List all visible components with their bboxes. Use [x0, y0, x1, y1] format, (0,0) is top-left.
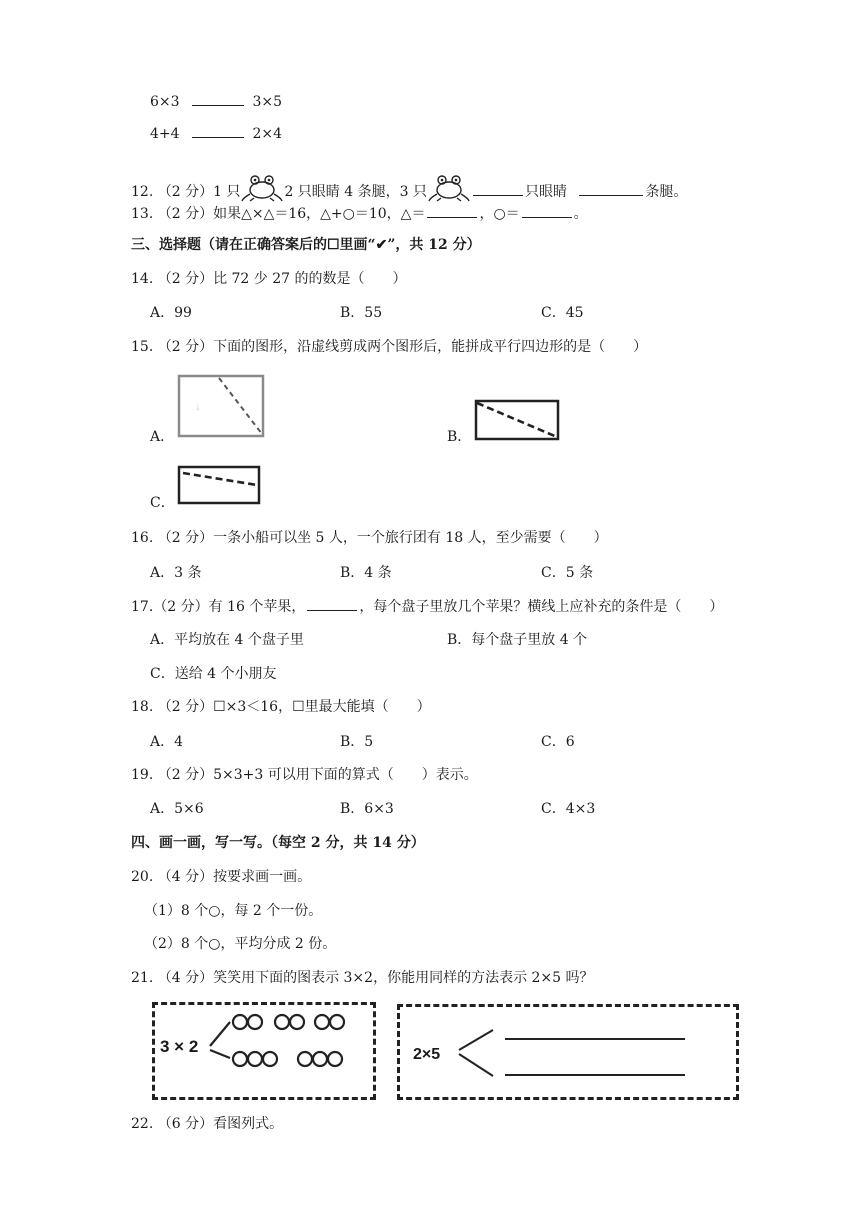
question-20: [131, 868, 311, 886]
question-text: 如果△×△＝16，△+○＝10，△＝: [213, 206, 426, 222]
option-c[interactable]: C．4×3: [541, 801, 596, 817]
compare-row-1: [150, 92, 282, 111]
question-score: （4 分）: [157, 869, 214, 885]
question-score: （2 分）: [157, 184, 214, 200]
option-b[interactable]: B．每个盘子里放 4 个: [447, 632, 588, 648]
question-number: 12.: [131, 184, 154, 200]
question-15: [131, 338, 647, 356]
answer-blank[interactable]: [427, 204, 477, 218]
section-heading: 四、画一画，写一写。（每空 2 分，共 14 分）: [131, 835, 425, 851]
question-number: 18.: [131, 699, 154, 715]
compare-left: 4+4: [150, 126, 180, 142]
question-text: ，○＝: [479, 206, 520, 222]
rectangle-figure-b: [474, 399, 560, 441]
question-score: （2 分）: [157, 271, 214, 287]
option-a[interactable]: A．99: [150, 305, 192, 321]
question-text: 。: [573, 206, 588, 222]
question-number: 15.: [131, 339, 154, 355]
option-a[interactable]: A．3 条: [150, 565, 202, 581]
option-b[interactable]: B．6×3: [340, 801, 394, 817]
question-number: 22.: [131, 1116, 154, 1132]
question-score: （2 分）: [157, 206, 214, 222]
answer-blank[interactable]: [522, 204, 572, 218]
question-text: 下面的图形，沿虚线剪成两个图形后，能拼成平行四边形的是（ ）: [213, 339, 648, 355]
compare-left: 6×3: [150, 94, 180, 110]
question-score: （2 分）: [157, 339, 214, 355]
option-b[interactable]: B．55: [340, 305, 383, 321]
option-b[interactable]: B．4 条: [340, 565, 392, 581]
question-number: 14.: [131, 271, 154, 287]
option-b[interactable]: B．: [447, 429, 472, 445]
question-score: （6 分）: [157, 1116, 214, 1132]
answer-blank[interactable]: [307, 597, 357, 611]
question-text: 5×3+3 可以用下面的算式（ ）表示。: [213, 767, 478, 783]
rectangle-figure-c: [177, 465, 261, 505]
question-text: 2 只眼睛 4 条腿，3 只: [284, 184, 427, 200]
frog-icon: [240, 174, 284, 202]
question-12: [131, 174, 687, 202]
sub-question: （2）8 个○，平均分成 2 份。: [144, 936, 337, 952]
question-score: （2 分）: [157, 767, 214, 783]
sub-question: （1）8 个○，每 2 个一份。: [144, 903, 323, 919]
option-c[interactable]: C．送给 4 个小朋友: [150, 666, 277, 682]
question-21: [131, 969, 594, 987]
question-number: 16.: [131, 530, 154, 546]
option-a[interactable]: A．5×6: [150, 801, 204, 817]
rectangle-figure-a: [177, 374, 265, 438]
question-score: （2 分）: [153, 599, 209, 615]
question-score: （4 分）: [157, 970, 214, 986]
question-text: 按要求画一画。: [213, 869, 312, 885]
question-text: 比 72 少 27 的的数是（ ）: [213, 271, 407, 287]
answer-blank[interactable]: [473, 182, 523, 196]
question-text: 笑笑用下面的图表示 3×2，你能用同样的方法表示 2×5 吗？: [213, 970, 594, 986]
question-score: （2 分）: [157, 699, 214, 715]
question-number: 20.: [131, 869, 154, 885]
compare-right: 3×5: [252, 94, 282, 110]
answer-blank[interactable]: [192, 124, 244, 138]
question-text: 一条小船可以坐 5 人，一个旅行团有 18 人，至少需要（ ）: [213, 530, 608, 546]
option-b[interactable]: B．5: [340, 734, 374, 750]
option-c[interactable]: C．: [150, 495, 175, 511]
section-heading: 三、选择题（请在正确答案后的☐里画“✔”，共 12 分）: [131, 237, 481, 253]
question-16: [131, 529, 608, 547]
question-number: 13.: [131, 206, 154, 222]
compare-right: 2×4: [252, 126, 282, 142]
option-c[interactable]: C．5 条: [541, 565, 594, 581]
question-number: 19.: [131, 767, 154, 783]
option-a[interactable]: A．: [150, 429, 175, 445]
question-22: [131, 1115, 283, 1133]
question-text: 有 16 个苹果，: [208, 599, 306, 615]
answer-blank[interactable]: [192, 92, 244, 106]
example-label: 3 × 2: [160, 1037, 199, 1056]
task-label: 2×5: [413, 1046, 441, 1063]
question-text: 1 只: [213, 184, 241, 200]
question-text: 只眼睛: [524, 184, 567, 200]
answer-blank[interactable]: [579, 182, 643, 196]
question-17: [131, 597, 723, 616]
question-text: ☐×3＜16，☐里最大能填（ ）: [213, 699, 431, 715]
question-18: [131, 698, 431, 716]
circle-groups-diagram: [200, 1008, 360, 1088]
svg-text:↓: ↓: [195, 399, 201, 413]
question-score: （2 分）: [157, 530, 214, 546]
option-c[interactable]: C．45: [541, 305, 584, 321]
option-a[interactable]: A．4: [150, 734, 184, 750]
question-19: [131, 766, 478, 784]
compare-row-2: [150, 124, 282, 143]
question-14: [131, 270, 407, 288]
question-13: [131, 204, 588, 223]
question-text: 条腿。: [645, 184, 688, 200]
question-number: 21.: [131, 970, 154, 986]
question-number: 17.: [131, 599, 154, 615]
question-text: ，每个盘子里放几个苹果？横线上应补充的条件是（ ）: [359, 599, 724, 615]
option-a[interactable]: A．平均放在 4 个盘子里: [150, 632, 304, 648]
question-text: 看图列式。: [213, 1116, 284, 1132]
answer-lines: [455, 1020, 695, 1084]
option-c[interactable]: C．6: [541, 734, 575, 750]
frog-icon: [427, 174, 471, 202]
